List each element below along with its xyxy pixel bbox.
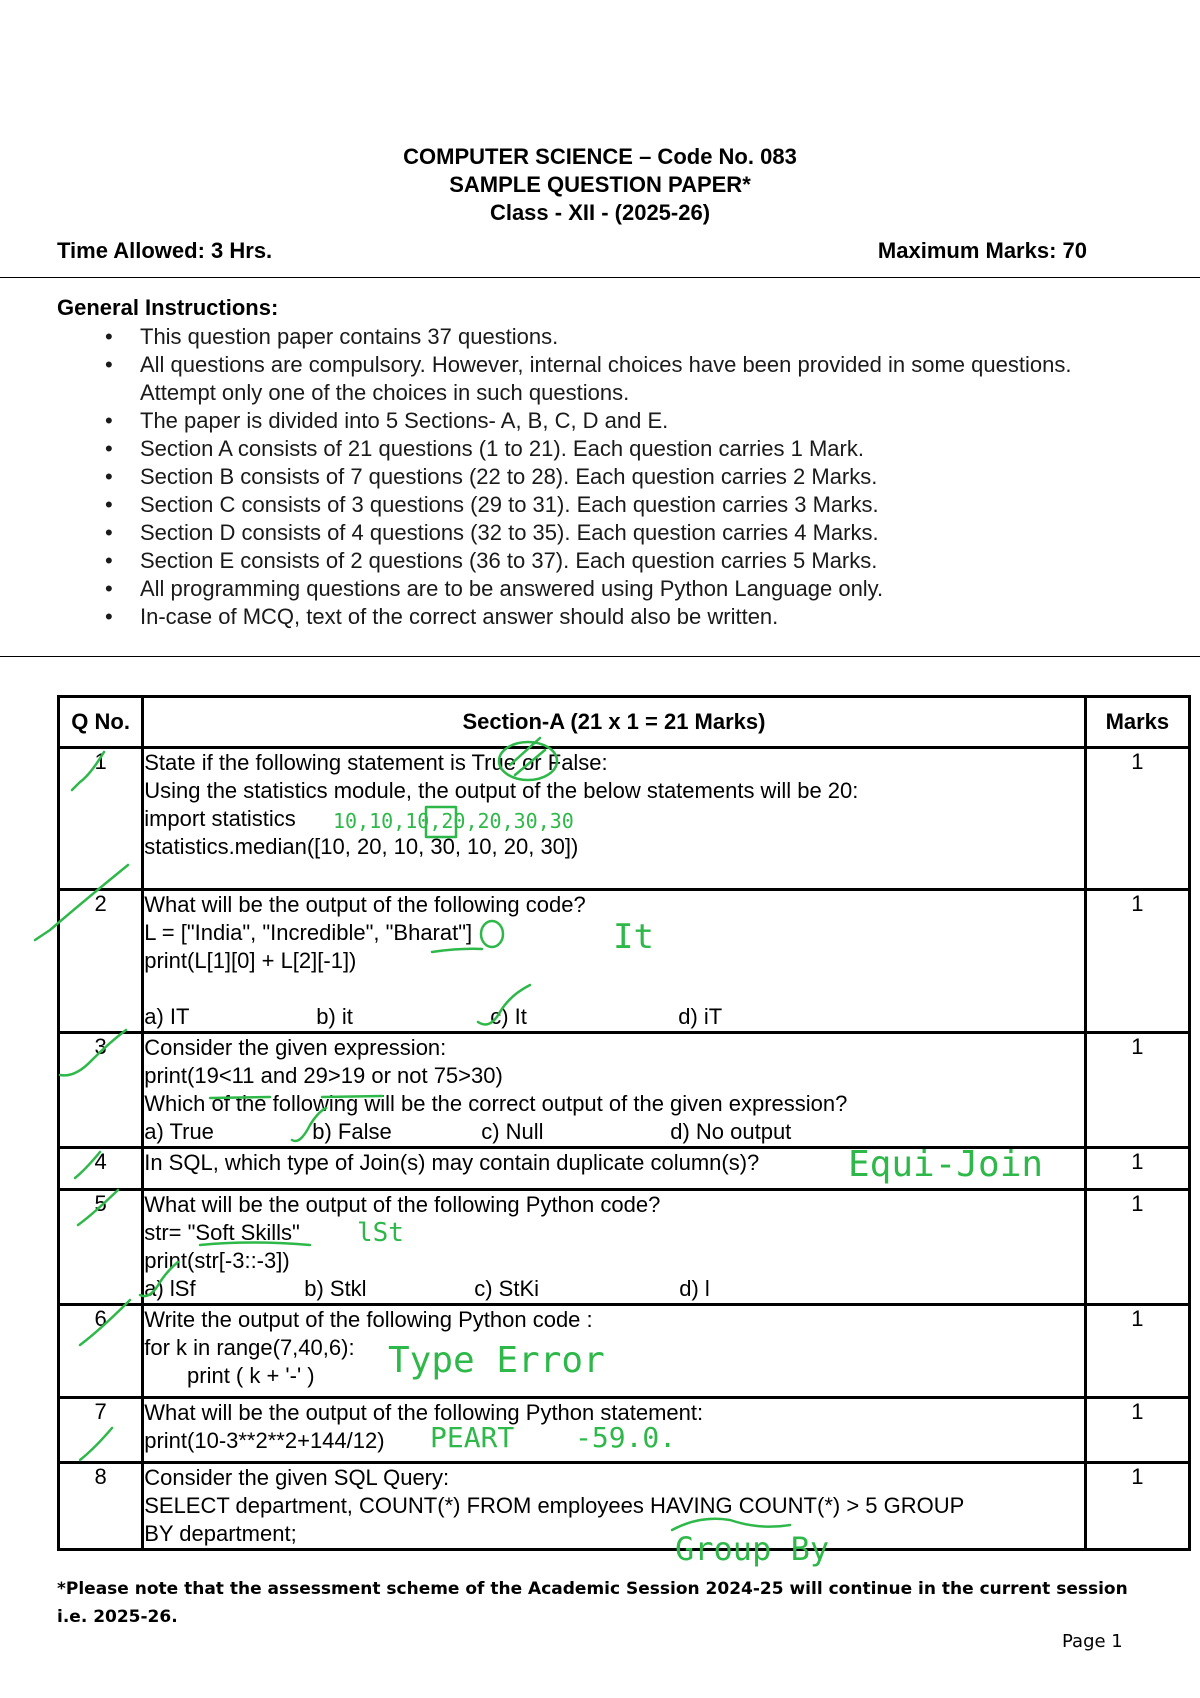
question-marks: 1 bbox=[1085, 1190, 1189, 1305]
option-a: a) IT bbox=[144, 1004, 190, 1029]
table-header-row bbox=[59, 697, 1190, 748]
question-number: 3 bbox=[59, 1033, 143, 1148]
question-line: What will be the output of the following Python code? bbox=[144, 1192, 661, 1217]
table-row bbox=[59, 748, 1190, 890]
instruction-item: • Section E consists of 2 questions (36 to 37). Each question carries 5 Marks. bbox=[105, 547, 1105, 575]
instruction-item: • Section D consists of 4 questions (32 to 35). Each question carries 4 Marks. bbox=[105, 519, 1105, 547]
question-line: str= "Soft Skills" bbox=[144, 1220, 300, 1245]
paper-header bbox=[0, 143, 1200, 227]
question-marks: 1 bbox=[1085, 748, 1189, 890]
question-line: What will be the output of the following Python statement: bbox=[144, 1400, 704, 1425]
instruction-item: • Section B consists of 7 questions (22 to 28). Each question carries 2 Marks. bbox=[105, 463, 1105, 491]
table-row bbox=[59, 1190, 1190, 1305]
question-marks: 1 bbox=[1085, 1033, 1189, 1148]
question-number: 1 bbox=[59, 748, 143, 890]
option-b: b) it bbox=[316, 1004, 353, 1029]
q7-handwritten-label: PEART bbox=[430, 1421, 515, 1454]
option-d: d) No output bbox=[670, 1119, 792, 1144]
instructions-list bbox=[105, 323, 1105, 631]
question-line: statistics.median([10, 20, 10, 30, 10, 20, 30]) bbox=[144, 834, 579, 859]
q1-working: 10,10,10,20,20,30,30 bbox=[333, 809, 574, 833]
q2-handwritten-answer: It bbox=[613, 917, 654, 957]
option-c: c) StKi bbox=[474, 1276, 540, 1301]
table-row bbox=[59, 1463, 1190, 1550]
question-line: State if the following statement is True or False: bbox=[144, 750, 608, 775]
question-text bbox=[143, 1398, 1086, 1463]
instruction-item: • Section A consists of 21 questions (1 to 21). Each question carries 1 Mark. bbox=[105, 435, 1105, 463]
paper-subtitle: SAMPLE QUESTION PAPER* bbox=[449, 172, 751, 197]
table-row bbox=[59, 1305, 1190, 1398]
q5-handwritten-answer: lSt bbox=[357, 1218, 404, 1248]
q8-handwritten-answer: Group By bbox=[675, 1530, 830, 1568]
question-text bbox=[143, 1305, 1086, 1398]
question-line: print ( k + '-' ) bbox=[144, 1363, 315, 1388]
question-marks: 1 bbox=[1085, 1148, 1189, 1190]
question-text bbox=[143, 1463, 1086, 1550]
header-marks: Marks bbox=[1085, 697, 1189, 748]
question-marks: 1 bbox=[1085, 1463, 1189, 1550]
option-a: a) lSf bbox=[144, 1276, 196, 1301]
mcq-options bbox=[144, 1275, 1084, 1303]
option-c: c) It bbox=[490, 1004, 527, 1029]
question-line: Which of the following will be the correct output of the given expression? bbox=[144, 1091, 848, 1116]
instruction-item: • Section C consists of 3 questions (29 to 31). Each question carries 3 Marks. bbox=[105, 491, 1105, 519]
question-text bbox=[143, 890, 1086, 1033]
table-row bbox=[59, 890, 1190, 1033]
instructions-title: General Instructions: bbox=[57, 295, 279, 320]
option-d: d) iT bbox=[678, 1004, 723, 1029]
question-number: 7 bbox=[59, 1398, 143, 1463]
instruction-item: • In-case of MCQ, text of the correct answer should also be written. bbox=[105, 603, 1105, 631]
instruction-item: • All questions are compulsory. However, internal choices have been provided in some questions. Attempt only one of the choices in such questions. bbox=[105, 351, 1105, 407]
option-d: d) l bbox=[679, 1276, 710, 1301]
question-marks: 1 bbox=[1085, 1305, 1189, 1398]
question-line: print(str[-3::-3]) bbox=[144, 1248, 290, 1273]
divider-top bbox=[0, 277, 1200, 278]
paper-class: Class - XII - (2025-26) bbox=[489, 200, 711, 225]
question-line bbox=[144, 975, 1084, 1003]
question-line: Consider the given expression: bbox=[144, 1035, 447, 1060]
question-table bbox=[57, 695, 1191, 1551]
question-number: 6 bbox=[59, 1305, 143, 1398]
question-line: What will be the output of the following code? bbox=[144, 892, 586, 917]
time-marks-row bbox=[57, 238, 1087, 264]
question-line: BY department; bbox=[144, 1521, 297, 1546]
question-number: 5 bbox=[59, 1190, 143, 1305]
question-marks: 1 bbox=[1085, 890, 1189, 1033]
question-text bbox=[143, 1033, 1086, 1148]
question-line: for k in range(7,40,6): bbox=[144, 1335, 355, 1360]
q7-handwritten-answer: -59.0. bbox=[575, 1421, 677, 1454]
question-line: SELECT department, COUNT(*) FROM employees HAVING COUNT(*) > 5 GROUP bbox=[144, 1493, 965, 1518]
q6-handwritten-answer: Type Error bbox=[388, 1340, 605, 1381]
divider-bottom bbox=[0, 656, 1200, 657]
table-row bbox=[59, 1148, 1190, 1190]
question-line: Write the output of the following Python code : bbox=[144, 1307, 593, 1332]
question-line: L = ["India", "Incredible", "Bharat"] bbox=[144, 920, 473, 945]
option-c: c) Null bbox=[481, 1119, 544, 1144]
question-line: import statistics bbox=[144, 806, 296, 831]
question-line: print(19<11 and 29>19 or not 75>30) bbox=[144, 1063, 503, 1088]
instruction-item: • This question paper contains 37 questions. bbox=[105, 323, 1105, 351]
page-number: Page 1 bbox=[1062, 1631, 1123, 1652]
instruction-item: • All programming questions are to be answered using Python Language only. bbox=[105, 575, 1105, 603]
question-number: 2 bbox=[59, 890, 143, 1033]
question-number: 4 bbox=[59, 1148, 143, 1190]
question-line: In SQL, which type of Join(s) may contain duplicate column(s)? bbox=[144, 1150, 760, 1175]
header-section: Section-A (21 x 1 = 21 Marks) bbox=[143, 697, 1086, 748]
paper-title: COMPUTER SCIENCE – Code No. 083 bbox=[403, 144, 797, 169]
table-row bbox=[59, 1033, 1190, 1148]
question-text bbox=[143, 1148, 1086, 1190]
question-number: 8 bbox=[59, 1463, 143, 1550]
question-line: print(10-3**2**2+144/12) bbox=[144, 1428, 385, 1453]
q4-handwritten-answer: Equi-Join bbox=[848, 1144, 1044, 1185]
instruction-item: • The paper is divided into 5 Sections- A, B, C, D and E. bbox=[105, 407, 1105, 435]
question-text bbox=[143, 1190, 1086, 1305]
footnote: *Please note that the assessment scheme of the Academic Session 2024-25 will continue in the current session i.e. 2025-26. bbox=[57, 1579, 1128, 1627]
question-line: Using the statistics module, the output of the below statements will be 20: bbox=[144, 778, 859, 803]
question-line: print(L[1][0] + L[2][-1]) bbox=[144, 948, 357, 973]
header-qno: Q No. bbox=[59, 697, 143, 748]
option-b: b) Stkl bbox=[304, 1276, 367, 1301]
table-row bbox=[59, 1398, 1190, 1463]
mcq-options bbox=[144, 1118, 1084, 1146]
option-b: b) False bbox=[312, 1119, 392, 1144]
option-a: a) True bbox=[144, 1119, 214, 1144]
mcq-options bbox=[144, 1003, 1084, 1031]
time-allowed: Time Allowed: 3 Hrs. bbox=[57, 238, 273, 263]
question-line: Consider the given SQL Query: bbox=[144, 1465, 450, 1490]
maximum-marks: Maximum Marks: 70 bbox=[877, 238, 1087, 263]
question-text bbox=[143, 748, 1086, 890]
question-marks: 1 bbox=[1085, 1398, 1189, 1463]
